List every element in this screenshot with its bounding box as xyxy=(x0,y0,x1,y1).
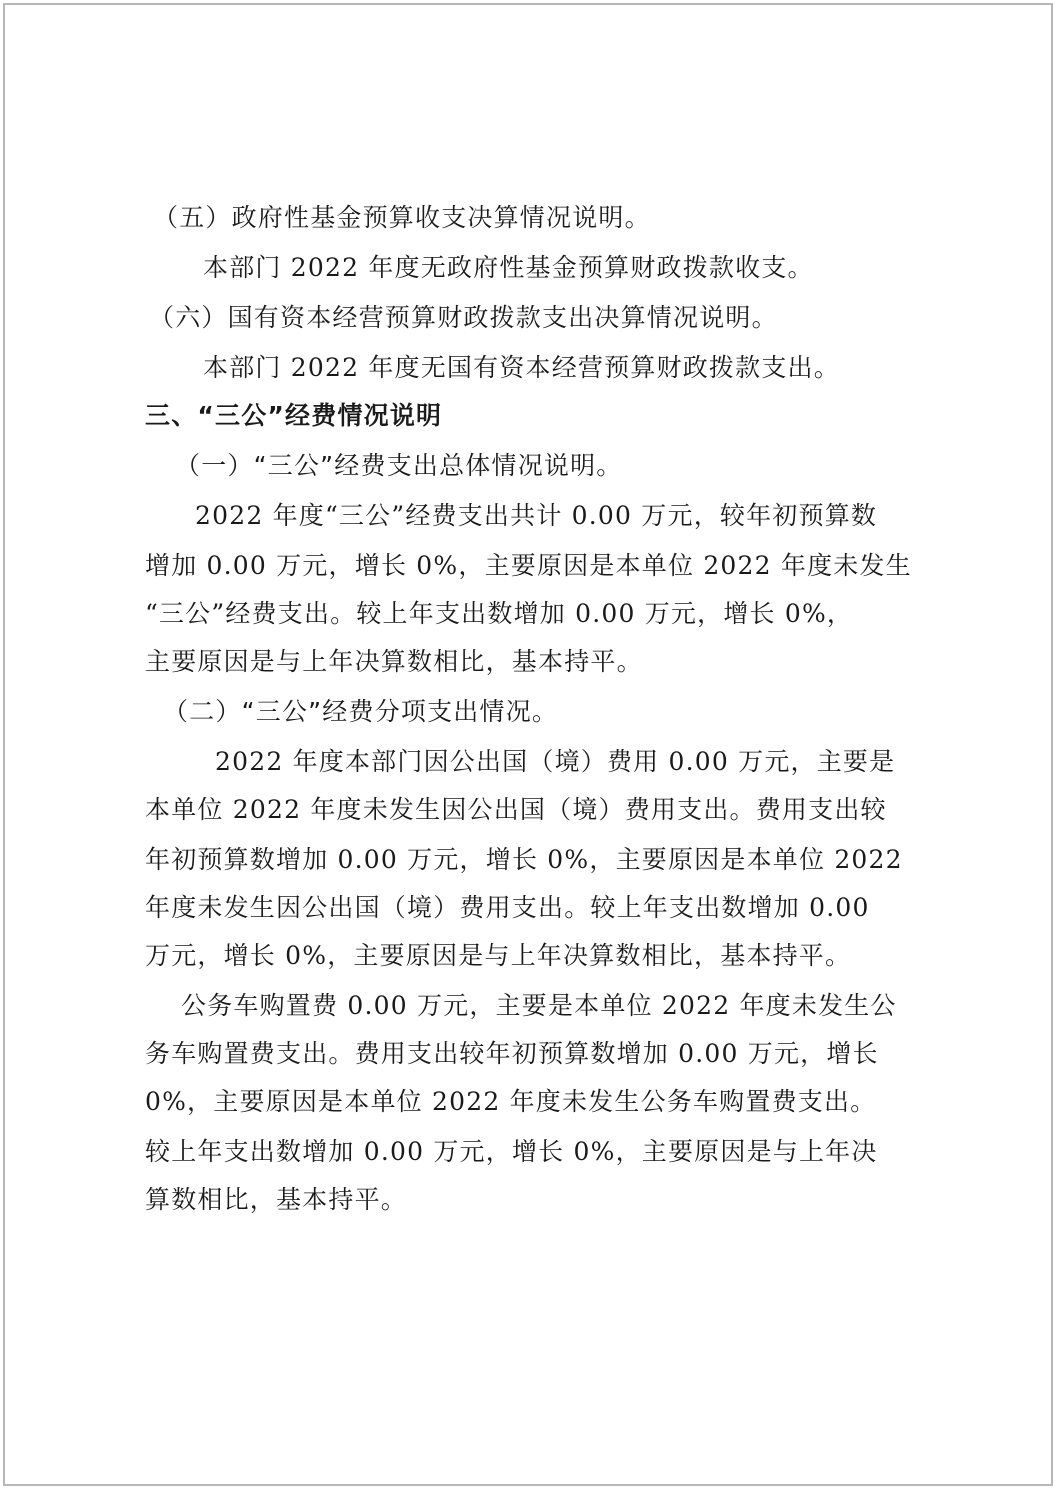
subheading-overall: （一）“三公”经费支出总体情况说明。 xyxy=(175,451,623,480)
paragraph-abroad-line: 年初预算数增加 0.00 万元，增长 0%，主要原因是本单位 2022 xyxy=(145,845,903,874)
paragraph-overall-line: 增加 0.00 万元，增长 0%，主要原因是本单位 2022 年度未发生 xyxy=(145,551,912,580)
paragraph-vehicle-line: 算数相比，基本持平。 xyxy=(145,1185,408,1214)
paragraph-abroad-line: 本单位 2022 年度未发生因公出国（境）费用支出。费用支出较 xyxy=(145,795,887,824)
paragraph-overall-line: “三公”经费支出。较上年支出数增加 0.00 万元，增长 0%， xyxy=(145,599,854,628)
heading-gov-fund: （五）政府性基金预算收支决算情况说明。 xyxy=(153,203,651,232)
paragraph-overall-line: 2022 年度“三公”经费支出共计 0.00 万元，较年初预算数 xyxy=(195,501,878,530)
paragraph-vehicle-line: 较上年支出数增加 0.00 万元，增长 0%，主要原因是与上年决 xyxy=(145,1137,878,1166)
paragraph-vehicle-line: 公务车购置费 0.00 万元，主要是本单位 2022 年度未发生公 xyxy=(181,991,897,1020)
subheading-itemized: （二）“三公”经费分项支出情况。 xyxy=(163,697,559,726)
section-heading-three-public: 三、“三公”经费情况说明 xyxy=(145,401,443,430)
paragraph-vehicle-line: 务车购置费支出。费用支出较年初预算数增加 0.00 万元，增长 xyxy=(145,1039,879,1068)
document-page xyxy=(3,3,1053,1486)
heading-state-capital: （六）国有资本经营预算财政拨款支出决算情况说明。 xyxy=(149,303,778,332)
paragraph-overall-line: 主要原因是与上年决算数相比，基本持平。 xyxy=(145,647,643,676)
paragraph-abroad-line: 年度未发生因公出国（境）费用支出。较上年支出数增加 0.00 xyxy=(145,893,870,922)
paragraph-abroad-line: 2022 年度本部门因公出国（境）费用 0.00 万元，主要是 xyxy=(215,747,896,776)
paragraph-abroad-line: 万元，增长 0%，主要原因是与上年决算数相比，基本持平。 xyxy=(145,941,852,970)
paragraph-vehicle-line: 0%，主要原因是本单位 2022 年度未发生公务车购置费支出。 xyxy=(145,1087,877,1116)
paragraph-gov-fund: 本部门 2022 年度无政府性基金预算财政拨款收支。 xyxy=(203,253,814,282)
paragraph-state-capital: 本部门 2022 年度无国有资本经营预算财政拨款支出。 xyxy=(203,353,840,382)
